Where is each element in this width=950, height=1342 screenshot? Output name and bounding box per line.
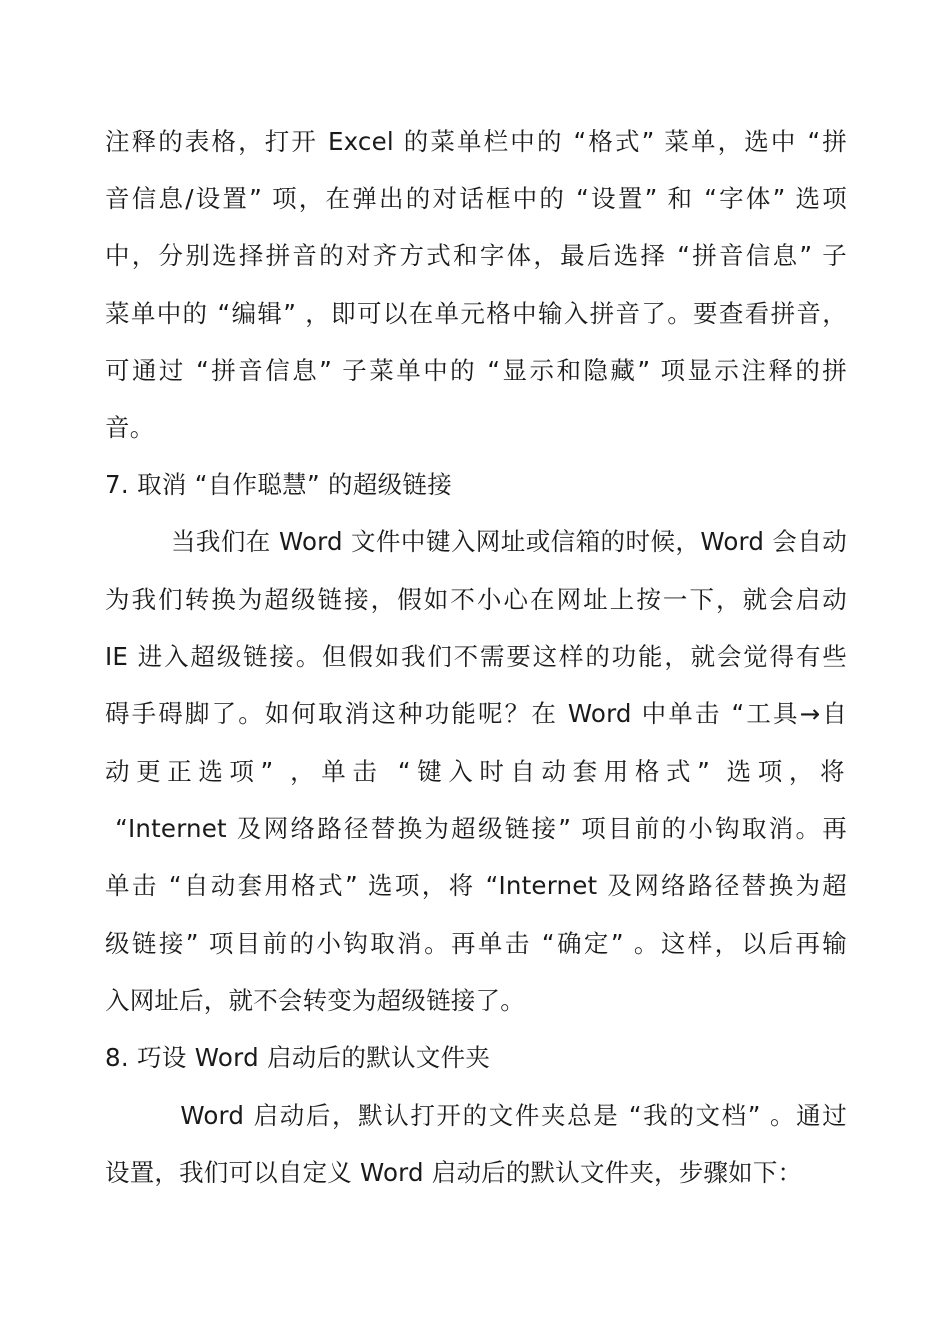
text-line: 动更正选项” ，单击 “键入时自动套用格式” 选项，将: [105, 757, 847, 786]
text-line: 菜单中的 “编辑” ，即可以在单元格中输入拼音了。要查看拼音，: [105, 299, 847, 328]
section-heading-7: 7. 取消 “自作聪慧” 的超级链接: [105, 470, 453, 499]
text-line: 碍手碍脚了。如何取消这种功能呢？在 Word 中单击 “工具→自: [105, 699, 847, 728]
text-line: 为我们转换为超级链接，假如不小心在网址上按一下，就会启动: [105, 585, 847, 614]
text-line: Word 启动后，默认打开的文件夹总是 “我的文档” 。通过: [105, 1101, 847, 1130]
text-line: 入网址后，就不会转变为超级链接了。: [105, 986, 525, 1015]
text-line: 当我们在 Word 文件中键入网址或信箱的时候，Word 会自动: [105, 527, 847, 556]
text-line: 注释的表格，打开 Excel 的菜单栏中的 “格式” 菜单，选中 “拼: [105, 127, 847, 156]
text-line: 级链接” 项目前的小钩取消。再单击 “确定” 。这样，以后再输: [105, 929, 847, 958]
section-heading-8: 8. 巧设 Word 启动后的默认文件夹: [105, 1043, 491, 1072]
text-line: “Internet 及网络路径替换为超级链接” 项目前的小钩取消。再: [105, 814, 847, 843]
text-line: 设置，我们可以自定义 Word 启动后的默认文件夹，步骤如下：: [105, 1158, 803, 1187]
text-line: 音信息/设置” 项，在弹出的对话框中的 “设置” 和 “字体” 选项: [105, 184, 847, 213]
text-line: 中，分别选择拼音的对齐方式和字体，最后选择 “拼音信息” 子: [105, 241, 847, 270]
text-line: 单击 “自动套用格式” 选项，将 “Internet 及网络路径替换为超: [105, 871, 847, 900]
text-line: 可通过 “拼音信息” 子菜单中的 “显示和隐藏” 项显示注释的拼: [105, 356, 847, 385]
text-line: 音。: [105, 413, 155, 442]
text-line: IE 进入超级链接。但假如我们不需要这样的功能，就会觉得有些: [105, 642, 847, 671]
